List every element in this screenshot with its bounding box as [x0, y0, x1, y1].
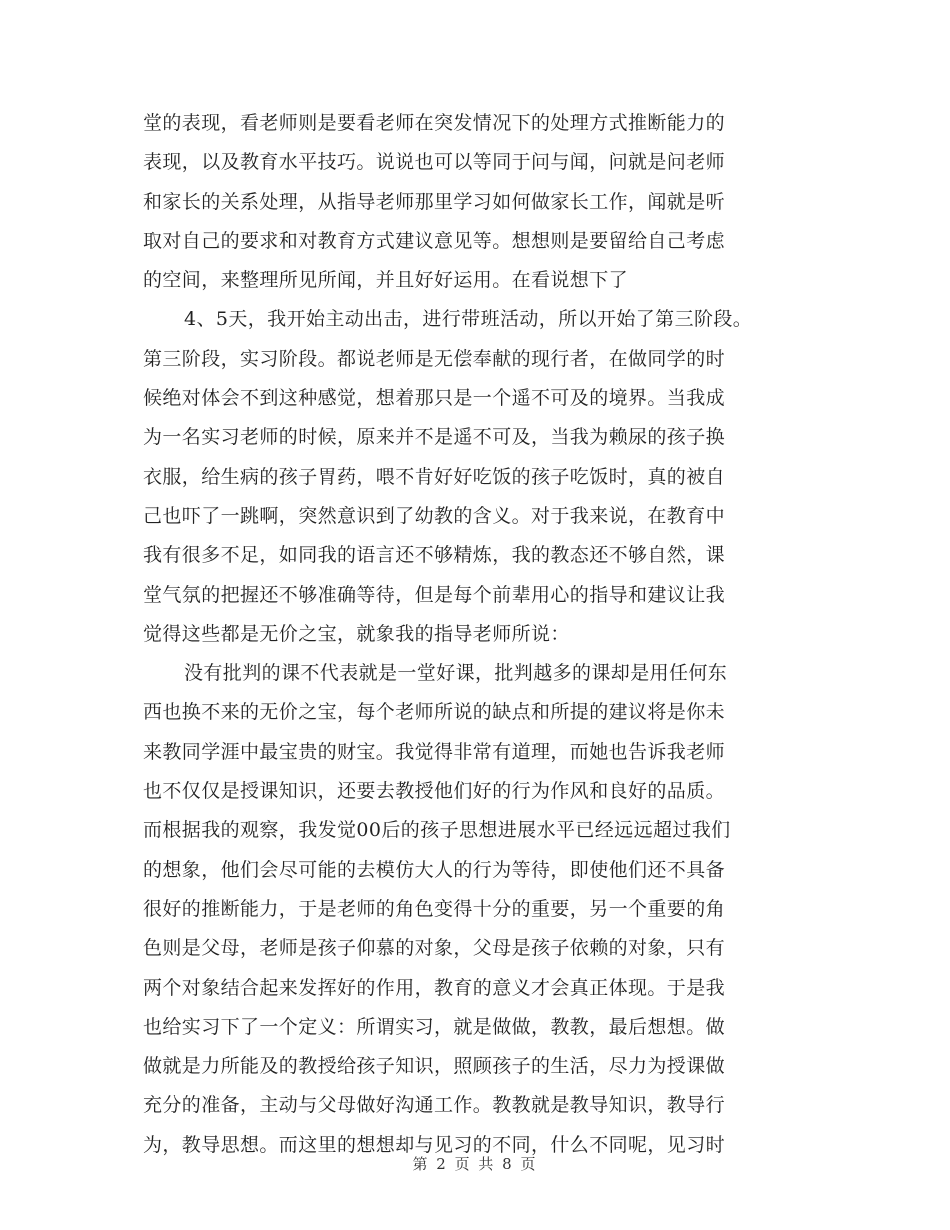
text-line: 很好的推断能力，于是老师的角色变得十分的重要，另一个重要的角 — [143, 897, 726, 920]
page-footer: 第 2 页 共 8 页 — [412, 1155, 538, 1173]
text-line: 做就是力所能及的教授给孩子知识，照顾孩子的生活，尽力为授课做 — [143, 1055, 726, 1078]
text-line: 堂的表现，看老师则是要看老师在突发情况下的处理方式推断能力的 — [143, 112, 726, 134]
text-line: 为一名实习老师的时候，原来并不是遥不可及，当我为赖尿的孩子换 — [143, 426, 726, 449]
body-text — [143, 104, 813, 1165]
text-line: 充分的准备，主动与父母做好沟通工作。教教就是教导知识，教导行 — [143, 1094, 726, 1117]
text-line: 觉得这些都是无价之宝，就象我的指导老师所说： — [143, 622, 570, 645]
text-line: 衣服，给生病的孩子胃药，喂不肯好好吃饭的孩子吃饭时，真的被自 — [143, 465, 726, 488]
text-line: 第三阶段，实习阶段。都说老师是无偿奉献的现行者，在做同学的时 — [143, 347, 726, 370]
text-line: 为，教导思想。而这里的想想却与见习的不同，什么不同呢，见习时 — [143, 1133, 726, 1156]
text-line: 而根据我的观察，我发觉00后的孩子思想进展水平已经远远超过我们 — [143, 819, 731, 842]
text-line: 的空间，来整理所见所闻，并且好好运用。在看说想下了 — [143, 269, 629, 292]
text-line: 没有批判的课不代表就是一堂好课，批判越多的课却是用任何东 — [184, 662, 728, 685]
text-line: 西也换不来的无价之宝，每个老师所说的缺点和所提的建议将是你未 — [143, 701, 726, 724]
text-line: 候绝对体会不到这种感觉，想着那只是一个遥不可及的境界。当我成 — [143, 387, 726, 410]
text-line: 来教同学涯中最宝贵的财宝。我觉得非常有道理，而她也告诉我老师 — [143, 740, 726, 763]
text-line: 取对自己的要求和对教育方式建议意见等。想想则是要留给自己考虑 — [143, 229, 726, 252]
text-line: 色则是父母，老师是孩子仰慕的对象，父母是孩子依赖的对象，只有 — [143, 937, 726, 960]
text-line: 己也吓了一跳啊，突然意识到了幼教的含义。对于我来说，在教育中 — [143, 504, 726, 527]
text-line: 我有很多不足，如同我的语言还不够精炼，我的教态还不够自然，课 — [143, 544, 726, 567]
text-line: 也不仅仅是授课知识，还要去教授他们好的行为作风和良好的品质。 — [143, 780, 726, 803]
text-line: 堂气氛的把握还不够准确等待，但是每个前辈用心的指导和建议让我 — [143, 583, 726, 606]
text-line: 4、5天，我开始主动出击，进行带班活动，所以开始了第三阶段。 — [184, 308, 753, 331]
text-line: 表现，以及教育水平技巧。说说也可以等同于问与闻，问就是问老师 — [143, 151, 726, 174]
text-line: 也给实习下了一个定义：所谓实习，就是做做，教教，最后想想。做 — [143, 1015, 726, 1038]
text-line: 和家长的关系处理，从指导老师那里学习如何做家长工作，闻就是听 — [143, 190, 726, 213]
text-line: 的想象，他们会尽可能的去模仿大人的行为等待，即使他们还不具备 — [143, 858, 726, 881]
text-line: 两个对象结合起来发挥好的作用，教育的意义才会真正体现。于是我 — [143, 976, 726, 999]
